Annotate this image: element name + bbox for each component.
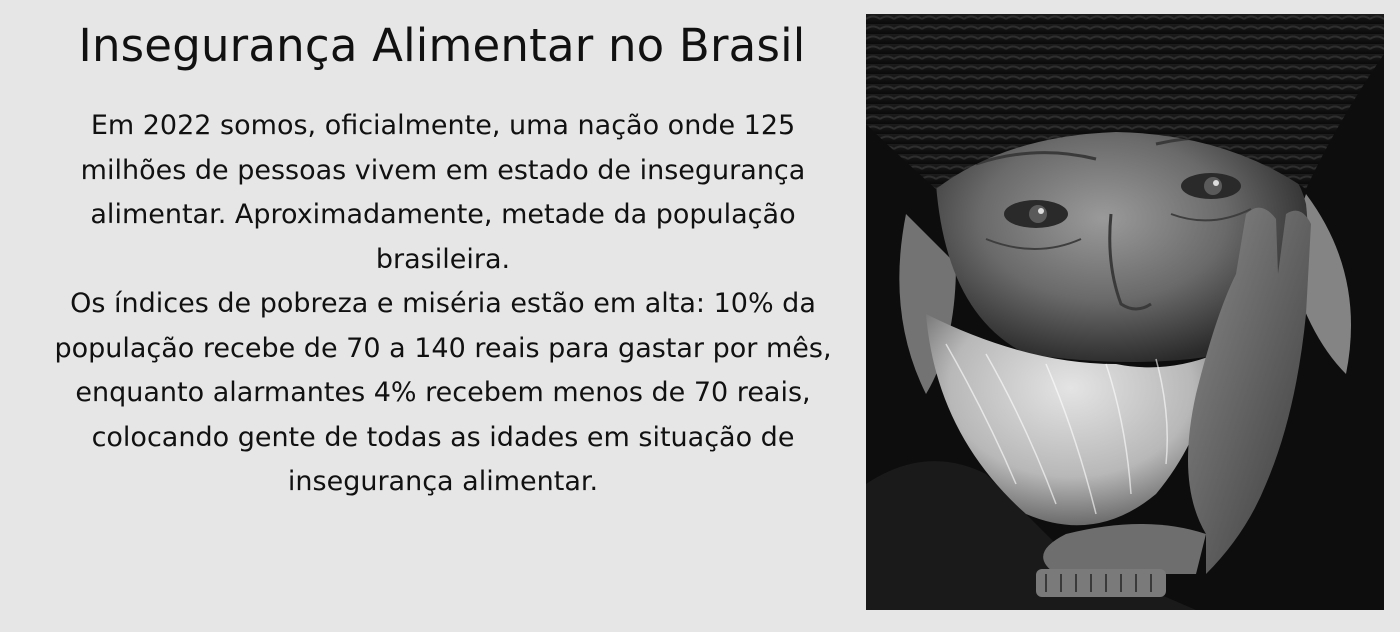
elderly-man-portrait-illustration: [866, 14, 1384, 610]
body-text: [40, 104, 846, 505]
paragraph-poverty: Os índices de pobreza e miséria estão em alta: 10% da população recebe de 70 a 140 reais para gastar por mês, enquanto alarmantes 4% recebem menos de 70 reais, colocando gente de todas as idades em situação de insegurança alimentar.: [54, 288, 832, 497]
portrait-photo: [866, 14, 1384, 610]
page-title: Insegurança Alimentar no Brasil: [78, 19, 806, 72]
watch-band: [1036, 569, 1166, 597]
paragraph-population: Em 2022 somos, oficialmente, uma nação onde 125 milhões de pessoas vivem em estado de insegurança alimentar. Aproximadamente, metade da população brasileira.: [80, 110, 806, 275]
